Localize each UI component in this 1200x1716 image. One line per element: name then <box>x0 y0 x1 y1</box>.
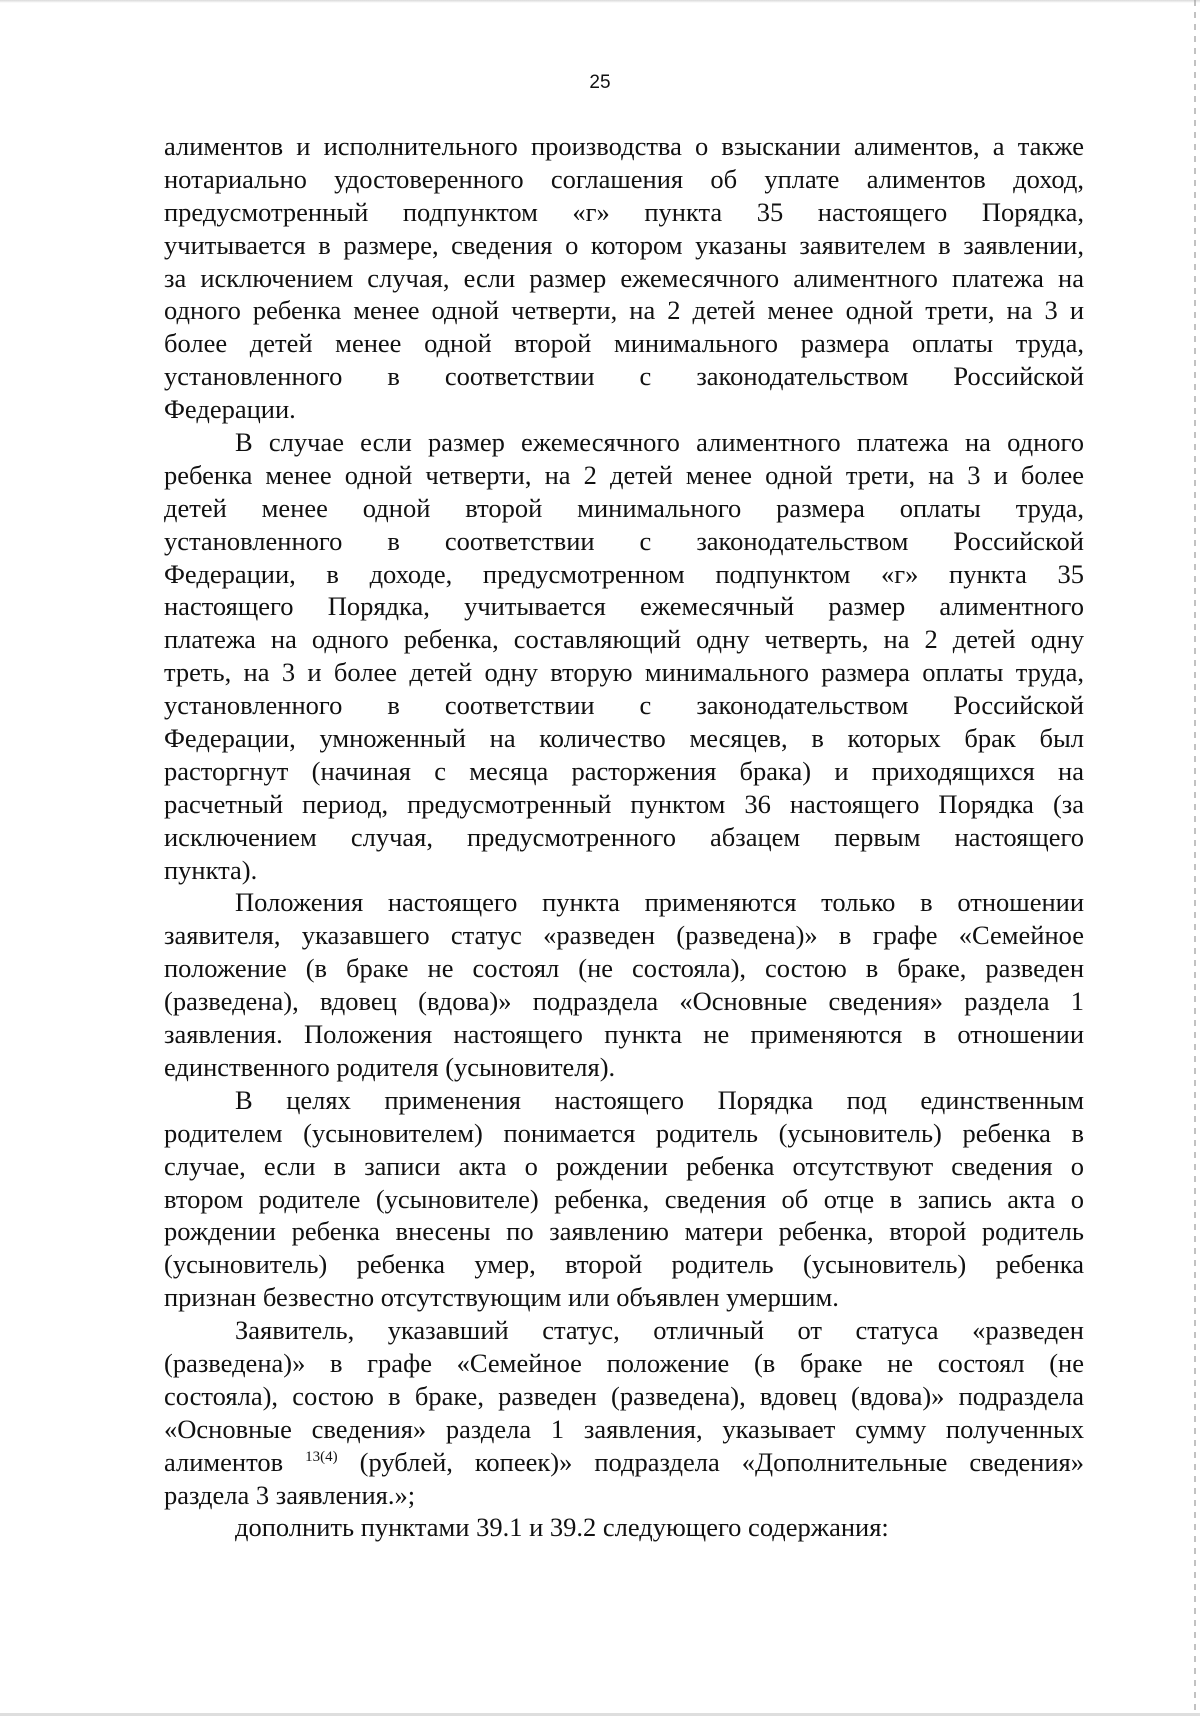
text-line: раздела 3 заявления.»; <box>164 1479 416 1510</box>
paragraph-1 <box>164 130 1084 426</box>
text-line: В случае если размер ежемесячного алиментного платежа на одного <box>235 427 1084 458</box>
text-line: установленного в соответствии с законодательством Российской <box>164 525 1084 556</box>
footnote-line-end: (рублей, копеек)» подраздела «Дополнительные сведения» <box>337 1446 1084 1477</box>
text-line: платежа на одного ребенка, составляющий одну четверть, на 2 детей одну <box>164 624 1084 655</box>
text-line: (разведена)» в графе «Семейное положение (в браке не состоял (не <box>164 1347 1084 1378</box>
text-line: пункта). <box>164 854 258 885</box>
text-line: состояла), состою в браке, разведен (разведена), вдовец (вдова)» подраздела <box>164 1380 1084 1411</box>
paragraph-6 <box>164 1511 1084 1544</box>
text-line: дополнить пунктами 39.1 и 39.2 следующего содержания: <box>235 1512 889 1543</box>
text-line: учитывается в размере, сведения о котором указаны заявителем в заявлении, <box>164 229 1084 260</box>
text-line: ребенка менее одной четверти, на 2 детей менее одной трети, на 3 и более <box>164 459 1084 490</box>
text-line: втором родителе (усыновителе) ребенка, сведения об отце в запись акта о <box>164 1183 1084 1214</box>
document-body <box>164 130 1084 1544</box>
text-line: нотариально удостоверенного соглашения об уплате алиментов доход, <box>164 163 1084 194</box>
text-line: рождении ребенка внесены по заявлению матери ребенка, второй родитель <box>164 1216 1084 1247</box>
text-line: признан безвестно отсутствующим или объявлен умершим. <box>164 1282 839 1313</box>
paragraph-2 <box>164 426 1084 886</box>
footnote-line-start: алиментов <box>164 1446 306 1477</box>
footnote-reference: 13(4) <box>305 1448 338 1465</box>
text-line: заявления. Положения настоящего пункта не применяются в отношении <box>164 1019 1084 1050</box>
text-line: установленного в соответствии с законодательством Российской <box>164 361 1084 392</box>
text-line: родителем (усыновителем) понимается родитель (усыновитель) ребенка в <box>164 1117 1084 1148</box>
text-line: Федерации, в доходе, предусмотренном подпунктом «г» пункта 35 <box>164 558 1084 589</box>
text-line: за исключением случая, если размер ежемесячного алиментного платежа на <box>164 262 1084 293</box>
text-line: В целях применения настоящего Порядка под единственным <box>235 1084 1084 1115</box>
page-number: 25 <box>589 72 611 93</box>
text-line: заявителя, указавшего статус «разведен (разведена)» в графе «Семейное <box>164 920 1084 951</box>
scan-edge-top <box>0 0 1200 3</box>
text-line: исключением случая, предусмотренного абзацем первым настоящего <box>164 821 1084 852</box>
text-line: (разведена), вдовец (вдова)» подраздела «Основные сведения» раздела 1 <box>164 986 1084 1017</box>
text-line: алиментов и исполнительного производства о взыскании алиментов, а также <box>164 131 1084 161</box>
text-line: установленного в соответствии с законодательством Российской <box>164 690 1084 721</box>
text-line: единственного родителя (усыновителя). <box>164 1051 616 1082</box>
text-line: треть, на 3 и более детей одну вторую минимального размера оплаты труда, <box>164 657 1084 688</box>
text-line: (усыновитель) ребенка умер, второй родитель (усыновитель) ребенка <box>164 1249 1084 1280</box>
text-line: положение (в браке не состоял (не состояла), состою в браке, разведен <box>164 953 1084 984</box>
scan-edge-right <box>1194 0 1196 1716</box>
paragraph-4 <box>164 1084 1084 1314</box>
text-line: настоящего Порядка, учитывается ежемесячный размер алиментного <box>164 591 1084 622</box>
text-line: Федерации. <box>164 394 296 425</box>
text-line: Положения настоящего пункта применяются только в отношении <box>235 887 1084 918</box>
text-line: Федерации, умноженный на количество месяцев, в которых брак был <box>164 723 1084 754</box>
text-line: случае, если в записи акта о рождении ребенка отсутствуют сведения о <box>164 1150 1084 1181</box>
text-line: одного ребенка менее одной четверти, на 2 детей менее одной трети, на 3 и <box>164 295 1084 326</box>
text-line: Заявитель, указавший статус, отличный от статуса «разведен <box>235 1315 1084 1346</box>
paragraph-5 <box>164 1314 1084 1511</box>
text-line: более детей менее одной второй минимального размера оплаты труда, <box>164 328 1084 359</box>
text-line: детей менее одной второй минимального размера оплаты труда, <box>164 492 1084 523</box>
footnote-line <box>164 1446 1084 1479</box>
paragraph-3 <box>164 886 1084 1083</box>
text-line: «Основные сведения» раздела 1 заявления, указывает сумму полученных <box>164 1413 1084 1444</box>
text-line: предусмотренный подпунктом «г» пункта 35 настоящего Порядка, <box>164 196 1084 227</box>
text-line: расчетный период, предусмотренный пунктом 36 настоящего Порядка (за <box>164 788 1084 819</box>
text-line: расторгнут (начиная с месяца расторжения брака) и приходящихся на <box>164 755 1084 786</box>
